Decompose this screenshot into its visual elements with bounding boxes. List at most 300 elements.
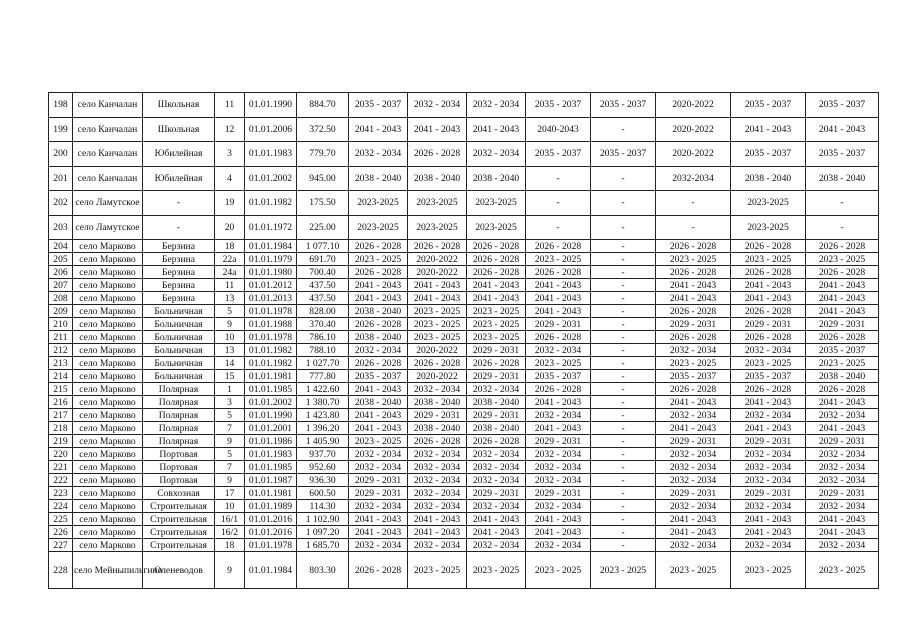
period-1-cell: 2026 - 2028 xyxy=(349,552,408,589)
house-number-cell: 7 xyxy=(215,461,245,474)
house-number-cell: 5 xyxy=(215,305,245,318)
period-7-cell: 2023-2025 xyxy=(731,215,806,240)
street-cell: Совхозная xyxy=(143,487,215,500)
period-1-cell: 2032 - 2034 xyxy=(349,500,408,513)
period-5-cell: - xyxy=(591,383,656,396)
house-number-cell: 9 xyxy=(215,318,245,331)
period-2-cell: 2041 - 2043 xyxy=(408,292,467,305)
row-number-cell: 223 xyxy=(49,487,73,500)
settlement-cell: село Канчалан xyxy=(73,166,143,191)
period-2-cell: 2041 - 2043 xyxy=(408,279,467,292)
period-5-cell: - xyxy=(591,305,656,318)
period-2-cell: 2026 - 2028 xyxy=(408,357,467,370)
period-3-cell: 2038 - 2040 xyxy=(467,422,526,435)
period-7-cell: 2032 - 2034 xyxy=(731,448,806,461)
table-row xyxy=(49,357,879,370)
period-8-cell: 2026 - 2028 xyxy=(806,266,879,279)
period-4-cell: 2023 - 2025 xyxy=(526,552,591,589)
period-6-cell: 2032 - 2034 xyxy=(656,539,731,552)
area-cell: 788.10 xyxy=(297,344,349,357)
area-cell: 952.60 xyxy=(297,461,349,474)
house-number-cell: 3 xyxy=(215,142,245,167)
period-6-cell: 2023 - 2025 xyxy=(656,253,731,266)
row-number-cell: 210 xyxy=(49,318,73,331)
house-number-cell: 16/2 xyxy=(215,526,245,539)
period-3-cell: 2026 - 2028 xyxy=(467,435,526,448)
street-cell: Портовая xyxy=(143,474,215,487)
row-number-cell: 211 xyxy=(49,331,73,344)
period-5-cell: - xyxy=(591,487,656,500)
street-cell: Полярная xyxy=(143,409,215,422)
row-number-cell: 205 xyxy=(49,253,73,266)
area-cell: 1 027.70 xyxy=(297,357,349,370)
period-8-cell: 2026 - 2028 xyxy=(806,331,879,344)
period-1-cell: 2038 - 2040 xyxy=(349,166,408,191)
period-5-cell: - xyxy=(591,435,656,448)
period-2-cell: 2032 - 2034 xyxy=(408,383,467,396)
house-number-cell: 4 xyxy=(215,166,245,191)
settlement-cell: село Марково xyxy=(73,357,143,370)
period-4-cell: 2035 - 2037 xyxy=(526,370,591,383)
table-row xyxy=(49,266,879,279)
period-3-cell: 2026 - 2028 xyxy=(467,357,526,370)
period-2-cell: 2032 - 2034 xyxy=(408,461,467,474)
table-row xyxy=(49,191,879,216)
period-2-cell: 2020-2022 xyxy=(408,253,467,266)
period-2-cell: 2041 - 2043 xyxy=(408,513,467,526)
period-1-cell: 2038 - 2040 xyxy=(349,305,408,318)
period-4-cell: 2041 - 2043 xyxy=(526,513,591,526)
street-cell: Берзина xyxy=(143,292,215,305)
settlement-cell: село Марково xyxy=(73,266,143,279)
period-4-cell: 2041 - 2043 xyxy=(526,396,591,409)
settlement-cell: село Марково xyxy=(73,331,143,344)
period-7-cell: 2041 - 2043 xyxy=(731,117,806,142)
period-4-cell: - xyxy=(526,166,591,191)
period-6-cell: 2032 - 2034 xyxy=(656,409,731,422)
area-cell: 777.80 xyxy=(297,370,349,383)
street-cell: Полярная xyxy=(143,422,215,435)
area-cell: 600.50 xyxy=(297,487,349,500)
period-4-cell: 2032 - 2034 xyxy=(526,500,591,513)
period-2-cell: 2029 - 2031 xyxy=(408,409,467,422)
area-cell: 114.30 xyxy=(297,500,349,513)
commissioning-date-cell: 01.01.1978 xyxy=(245,539,297,552)
table-row xyxy=(49,539,879,552)
period-6-cell: 2041 - 2043 xyxy=(656,526,731,539)
settlement-cell: село Марково xyxy=(73,513,143,526)
period-3-cell: 2041 - 2043 xyxy=(467,513,526,526)
row-number-cell: 199 xyxy=(49,117,73,142)
period-1-cell: 2041 - 2043 xyxy=(349,117,408,142)
period-6-cell: 2026 - 2028 xyxy=(656,305,731,318)
period-5-cell: - xyxy=(591,191,656,216)
period-3-cell: 2023 - 2025 xyxy=(467,305,526,318)
area-cell: 884.70 xyxy=(297,93,349,118)
settlement-cell: село Марково xyxy=(73,539,143,552)
period-7-cell: 2026 - 2028 xyxy=(731,240,806,253)
period-1-cell: 2041 - 2043 xyxy=(349,383,408,396)
commissioning-date-cell: 01.01.1985 xyxy=(245,383,297,396)
row-number-cell: 200 xyxy=(49,142,73,167)
period-7-cell: 2041 - 2043 xyxy=(731,396,806,409)
area-cell: 225.00 xyxy=(297,215,349,240)
period-6-cell: 2020-2022 xyxy=(656,93,731,118)
street-cell: Больничная xyxy=(143,318,215,331)
street-cell: Больничная xyxy=(143,331,215,344)
period-4-cell: 2023 - 2025 xyxy=(526,253,591,266)
period-7-cell: 2026 - 2028 xyxy=(731,331,806,344)
house-number-cell: 9 xyxy=(215,435,245,448)
period-5-cell: 2023 - 2025 xyxy=(591,552,656,589)
period-3-cell: 2026 - 2028 xyxy=(467,266,526,279)
row-number-cell: 215 xyxy=(49,383,73,396)
settlement-cell: село Канчалан xyxy=(73,93,143,118)
period-6-cell: - xyxy=(656,191,731,216)
street-cell: Берзина xyxy=(143,253,215,266)
period-8-cell: 2038 - 2040 xyxy=(806,166,879,191)
commissioning-date-cell: 01.01.1990 xyxy=(245,93,297,118)
period-4-cell: 2029 - 2031 xyxy=(526,318,591,331)
settlement-cell: село Марково xyxy=(73,526,143,539)
period-6-cell: 2032 - 2034 xyxy=(656,448,731,461)
house-number-cell: 22а xyxy=(215,253,245,266)
period-1-cell: 2026 - 2028 xyxy=(349,357,408,370)
row-number-cell: 214 xyxy=(49,370,73,383)
period-7-cell: 2029 - 2031 xyxy=(731,487,806,500)
period-5-cell: - xyxy=(591,539,656,552)
period-7-cell: 2023 - 2025 xyxy=(731,552,806,589)
period-8-cell: 2026 - 2028 xyxy=(806,383,879,396)
period-1-cell: 2041 - 2043 xyxy=(349,409,408,422)
period-2-cell: 2026 - 2028 xyxy=(408,435,467,448)
period-1-cell: 2026 - 2028 xyxy=(349,266,408,279)
period-5-cell: - xyxy=(591,344,656,357)
row-number-cell: 219 xyxy=(49,435,73,448)
house-number-cell: 18 xyxy=(215,539,245,552)
settlement-cell: село Марково xyxy=(73,461,143,474)
period-5-cell: - xyxy=(591,448,656,461)
period-8-cell: 2041 - 2043 xyxy=(806,279,879,292)
settlement-cell: село Марково xyxy=(73,500,143,513)
period-1-cell: 2041 - 2043 xyxy=(349,526,408,539)
period-6-cell: - xyxy=(656,215,731,240)
table-row xyxy=(49,487,879,500)
commissioning-date-cell: 01.01.1984 xyxy=(245,240,297,253)
table-row xyxy=(49,422,879,435)
table-row xyxy=(49,526,879,539)
period-6-cell: 2026 - 2028 xyxy=(656,266,731,279)
period-5-cell: - xyxy=(591,331,656,344)
row-number-cell: 202 xyxy=(49,191,73,216)
settlement-cell: село Марково xyxy=(73,383,143,396)
period-7-cell: 2032 - 2034 xyxy=(731,409,806,422)
period-1-cell: 2029 - 2031 xyxy=(349,474,408,487)
commissioning-date-cell: 01.01.1978 xyxy=(245,305,297,318)
settlement-cell: село Марково xyxy=(73,396,143,409)
commissioning-date-cell: 01.01.1981 xyxy=(245,487,297,500)
period-3-cell: 2032 - 2034 xyxy=(467,142,526,167)
period-8-cell: 2029 - 2031 xyxy=(806,435,879,448)
period-7-cell: 2023-2025 xyxy=(731,191,806,216)
period-3-cell: 2032 - 2034 xyxy=(467,539,526,552)
table-row xyxy=(49,409,879,422)
table-row xyxy=(49,215,879,240)
period-6-cell: 2032 - 2034 xyxy=(656,461,731,474)
street-cell: Портовая xyxy=(143,448,215,461)
commissioning-date-cell: 01.01.1978 xyxy=(245,331,297,344)
period-2-cell: 2038 - 2040 xyxy=(408,166,467,191)
commissioning-date-cell: 01.01.1990 xyxy=(245,409,297,422)
period-7-cell: 2035 - 2037 xyxy=(731,93,806,118)
period-1-cell: 2026 - 2028 xyxy=(349,318,408,331)
period-5-cell: - xyxy=(591,396,656,409)
period-3-cell: 2023-2025 xyxy=(467,215,526,240)
area-cell: 1 097.20 xyxy=(297,526,349,539)
period-4-cell: - xyxy=(526,191,591,216)
period-4-cell: 2032 - 2034 xyxy=(526,461,591,474)
settlement-cell: село Канчалан xyxy=(73,117,143,142)
period-1-cell: 2023 - 2025 xyxy=(349,253,408,266)
settlement-cell: село Ламутское xyxy=(73,191,143,216)
period-7-cell: 2026 - 2028 xyxy=(731,305,806,318)
settlement-cell: село Марково xyxy=(73,305,143,318)
table-row xyxy=(49,370,879,383)
settlement-cell: село Мейныпильгино xyxy=(73,552,143,589)
period-5-cell: - xyxy=(591,117,656,142)
period-3-cell: 2029 - 2031 xyxy=(467,370,526,383)
commissioning-date-cell: 01.01.1986 xyxy=(245,435,297,448)
period-2-cell: 2032 - 2034 xyxy=(408,500,467,513)
period-2-cell: 2023 - 2025 xyxy=(408,305,467,318)
period-4-cell: 2040-2043 xyxy=(526,117,591,142)
commissioning-date-cell: 01.01.1979 xyxy=(245,253,297,266)
period-5-cell: - xyxy=(591,253,656,266)
row-number-cell: 217 xyxy=(49,409,73,422)
street-cell: Юбилейная xyxy=(143,166,215,191)
table-row xyxy=(49,166,879,191)
table-row xyxy=(49,500,879,513)
commissioning-date-cell: 01.01.1980 xyxy=(245,266,297,279)
period-3-cell: 2023 - 2025 xyxy=(467,318,526,331)
period-4-cell: 2029 - 2031 xyxy=(526,487,591,500)
house-number-cell: 10 xyxy=(215,500,245,513)
period-8-cell: 2023 - 2025 xyxy=(806,552,879,589)
row-number-cell: 220 xyxy=(49,448,73,461)
period-1-cell: 2032 - 2034 xyxy=(349,461,408,474)
house-number-cell: 11 xyxy=(215,279,245,292)
period-3-cell: 2029 - 2031 xyxy=(467,344,526,357)
area-cell: 370.40 xyxy=(297,318,349,331)
period-1-cell: 2041 - 2043 xyxy=(349,422,408,435)
settlement-cell: село Канчалан xyxy=(73,142,143,167)
row-number-cell: 225 xyxy=(49,513,73,526)
period-4-cell: 2026 - 2028 xyxy=(526,331,591,344)
settlement-cell: село Марково xyxy=(73,240,143,253)
table-row xyxy=(49,305,879,318)
street-cell: Оленеводов xyxy=(143,552,215,589)
period-6-cell: 2041 - 2043 xyxy=(656,422,731,435)
period-3-cell: 2038 - 2040 xyxy=(467,166,526,191)
area-cell: 1 380.70 xyxy=(297,396,349,409)
street-cell: Строительная xyxy=(143,500,215,513)
row-number-cell: 227 xyxy=(49,539,73,552)
house-number-cell: 16/1 xyxy=(215,513,245,526)
period-8-cell: - xyxy=(806,191,879,216)
period-2-cell: 2023 - 2025 xyxy=(408,552,467,589)
period-1-cell: 2041 - 2043 xyxy=(349,279,408,292)
period-4-cell: 2041 - 2043 xyxy=(526,422,591,435)
period-2-cell: 2020-2022 xyxy=(408,344,467,357)
row-number-cell: 204 xyxy=(49,240,73,253)
period-3-cell: 2041 - 2043 xyxy=(467,279,526,292)
period-1-cell: 2032 - 2034 xyxy=(349,142,408,167)
period-8-cell: 2029 - 2031 xyxy=(806,318,879,331)
period-8-cell: 2023 - 2025 xyxy=(806,357,879,370)
period-6-cell: 2041 - 2043 xyxy=(656,279,731,292)
period-8-cell: 2032 - 2034 xyxy=(806,500,879,513)
period-4-cell: 2041 - 2043 xyxy=(526,279,591,292)
period-1-cell: 2023-2025 xyxy=(349,215,408,240)
period-2-cell: 2032 - 2034 xyxy=(408,539,467,552)
commissioning-date-cell: 01.01.2016 xyxy=(245,513,297,526)
house-number-cell: 17 xyxy=(215,487,245,500)
house-number-cell: 3 xyxy=(215,396,245,409)
house-number-cell: 20 xyxy=(215,215,245,240)
period-8-cell: 2041 - 2043 xyxy=(806,526,879,539)
row-number-cell: 208 xyxy=(49,292,73,305)
area-cell: 786.10 xyxy=(297,331,349,344)
period-3-cell: 2023-2025 xyxy=(467,191,526,216)
period-4-cell: 2023 - 2025 xyxy=(526,357,591,370)
period-6-cell: 2029 - 2031 xyxy=(656,318,731,331)
period-3-cell: 2032 - 2034 xyxy=(467,383,526,396)
period-6-cell: 2026 - 2028 xyxy=(656,383,731,396)
period-8-cell: 2041 - 2043 xyxy=(806,396,879,409)
table-row xyxy=(49,474,879,487)
period-7-cell: 2029 - 2031 xyxy=(731,435,806,448)
period-1-cell: 2038 - 2040 xyxy=(349,396,408,409)
period-7-cell: 2041 - 2043 xyxy=(731,513,806,526)
period-7-cell: 2041 - 2043 xyxy=(731,526,806,539)
house-number-cell: 10 xyxy=(215,331,245,344)
area-cell: 1 422.60 xyxy=(297,383,349,396)
row-number-cell: 206 xyxy=(49,266,73,279)
period-6-cell: 2023 - 2025 xyxy=(656,552,731,589)
period-5-cell: - xyxy=(591,370,656,383)
period-6-cell: 2023 - 2025 xyxy=(656,357,731,370)
period-8-cell: 2032 - 2034 xyxy=(806,474,879,487)
area-cell: 1 396.20 xyxy=(297,422,349,435)
period-7-cell: 2023 - 2025 xyxy=(731,253,806,266)
period-3-cell: 2041 - 2043 xyxy=(467,526,526,539)
period-2-cell: 2020-2022 xyxy=(408,370,467,383)
period-6-cell: 2032 - 2034 xyxy=(656,474,731,487)
period-6-cell: 2041 - 2043 xyxy=(656,513,731,526)
period-4-cell: 2041 - 2043 xyxy=(526,292,591,305)
row-number-cell: 209 xyxy=(49,305,73,318)
period-1-cell: 2035 - 2037 xyxy=(349,370,408,383)
commissioning-date-cell: 01.01.1983 xyxy=(245,142,297,167)
period-7-cell: 2035 - 2037 xyxy=(731,142,806,167)
period-4-cell: 2026 - 2028 xyxy=(526,383,591,396)
commissioning-date-cell: 01.01.1982 xyxy=(245,191,297,216)
period-3-cell: 2041 - 2043 xyxy=(467,292,526,305)
table-row xyxy=(49,240,879,253)
period-6-cell: 2041 - 2043 xyxy=(656,396,731,409)
period-5-cell: - xyxy=(591,215,656,240)
period-3-cell: 2038 - 2040 xyxy=(467,396,526,409)
table-row xyxy=(49,318,879,331)
table-row xyxy=(49,253,879,266)
house-number-cell: 7 xyxy=(215,422,245,435)
period-8-cell: 2035 - 2037 xyxy=(806,344,879,357)
house-number-cell: 5 xyxy=(215,448,245,461)
settlement-cell: село Марково xyxy=(73,474,143,487)
area-cell: 691.70 xyxy=(297,253,349,266)
area-cell: 175.50 xyxy=(297,191,349,216)
row-number-cell: 222 xyxy=(49,474,73,487)
commissioning-date-cell: 01.01.1987 xyxy=(245,474,297,487)
period-8-cell: 2041 - 2043 xyxy=(806,513,879,526)
table-row xyxy=(49,93,879,118)
period-1-cell: 2041 - 2043 xyxy=(349,292,408,305)
house-number-cell: 13 xyxy=(215,344,245,357)
settlement-cell: село Марково xyxy=(73,279,143,292)
street-cell: Строительная xyxy=(143,526,215,539)
period-1-cell: 2032 - 2034 xyxy=(349,448,408,461)
period-4-cell: 2032 - 2034 xyxy=(526,409,591,422)
period-2-cell: 2026 - 2028 xyxy=(408,240,467,253)
period-6-cell: 2029 - 2031 xyxy=(656,487,731,500)
commissioning-date-cell: 01.01.2002 xyxy=(245,166,297,191)
table-row xyxy=(49,448,879,461)
period-5-cell: - xyxy=(591,461,656,474)
area-cell: 372.50 xyxy=(297,117,349,142)
housing-repair-schedule-table xyxy=(48,92,879,589)
period-5-cell: - xyxy=(591,166,656,191)
house-number-cell: 18 xyxy=(215,240,245,253)
period-8-cell: 2029 - 2031 xyxy=(806,487,879,500)
period-3-cell: 2029 - 2031 xyxy=(467,409,526,422)
table-row xyxy=(49,292,879,305)
period-4-cell: 2032 - 2034 xyxy=(526,344,591,357)
period-4-cell: 2035 - 2037 xyxy=(526,93,591,118)
period-8-cell: 2041 - 2043 xyxy=(806,292,879,305)
house-number-cell: 5 xyxy=(215,409,245,422)
period-6-cell: 2035 - 2037 xyxy=(656,370,731,383)
period-6-cell: 2026 - 2028 xyxy=(656,331,731,344)
period-2-cell: 2032 - 2034 xyxy=(408,448,467,461)
street-cell: Строительная xyxy=(143,513,215,526)
area-cell: 937.70 xyxy=(297,448,349,461)
area-cell: 945.00 xyxy=(297,166,349,191)
row-number-cell: 198 xyxy=(49,93,73,118)
period-7-cell: 2032 - 2034 xyxy=(731,474,806,487)
period-3-cell: 2029 - 2031 xyxy=(467,487,526,500)
commissioning-date-cell: 01.01.2016 xyxy=(245,526,297,539)
house-number-cell: 9 xyxy=(215,552,245,589)
area-cell: 779.70 xyxy=(297,142,349,167)
street-cell: Школьная xyxy=(143,117,215,142)
period-5-cell: 2035 - 2037 xyxy=(591,93,656,118)
period-8-cell: 2032 - 2034 xyxy=(806,448,879,461)
commissioning-date-cell: 01.01.2013 xyxy=(245,292,297,305)
period-6-cell: 2020-2022 xyxy=(656,117,731,142)
period-6-cell: 2020-2022 xyxy=(656,142,731,167)
period-2-cell: 2023-2025 xyxy=(408,215,467,240)
house-number-cell: 19 xyxy=(215,191,245,216)
